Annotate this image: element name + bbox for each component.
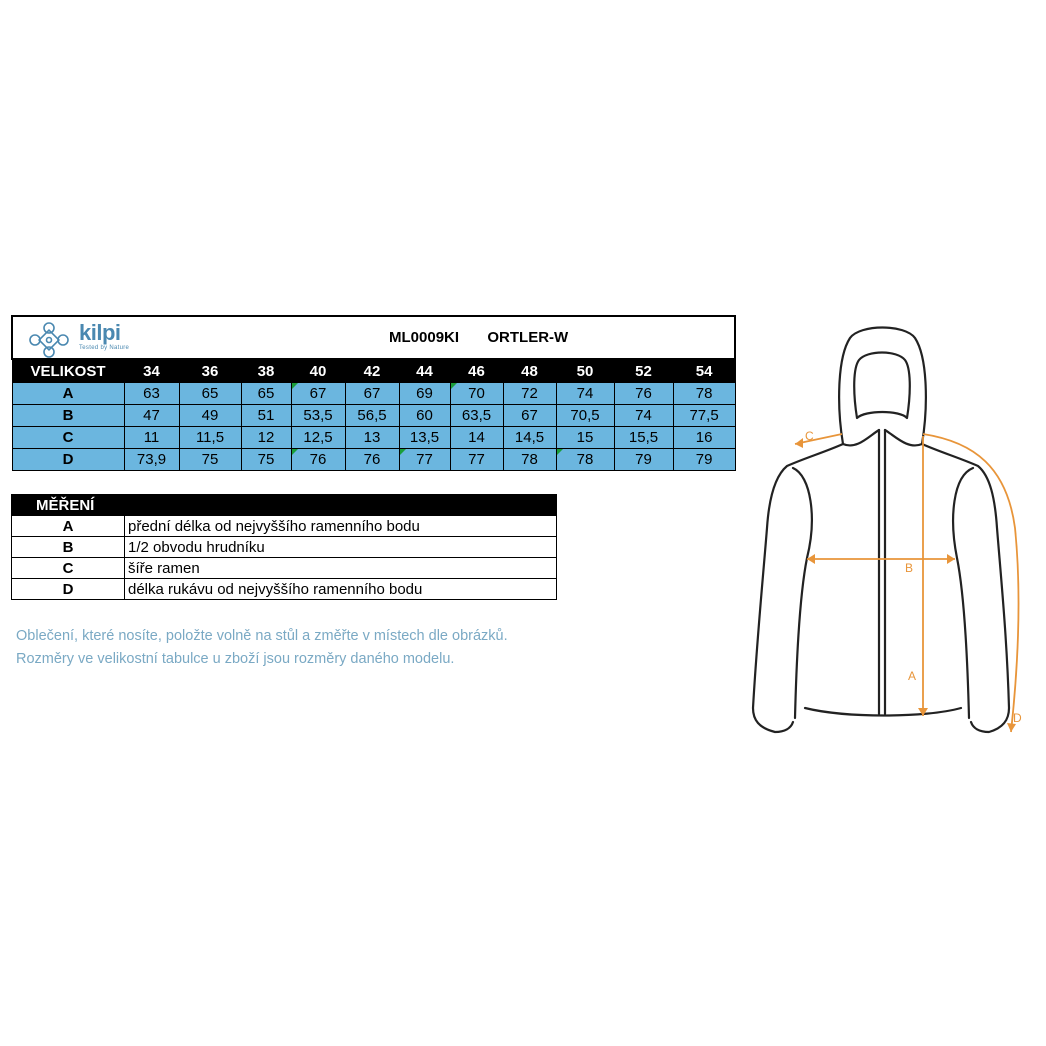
size-cell: 36 (179, 359, 241, 383)
value-cell: 75 (179, 449, 241, 471)
value-cell: 15 (556, 427, 614, 449)
table-row (12, 383, 735, 405)
table-row (12, 558, 557, 579)
value-cell: 12 (241, 427, 291, 449)
value-cell: 63 (124, 383, 179, 405)
measurement-lines (795, 434, 1018, 732)
label-b: B (905, 561, 914, 575)
brand-tagline: Tested by Nature (79, 345, 130, 351)
measurements-table (11, 494, 557, 600)
table-row (12, 537, 557, 558)
row-description: šíře ramen (125, 558, 557, 579)
size-label: VELIKOST (12, 359, 124, 383)
value-cell: 65 (241, 383, 291, 405)
brand-name: kilpi (79, 320, 121, 345)
label-d: D (1013, 711, 1022, 725)
measurement-arrows (795, 438, 1016, 732)
value-cell: 78 (556, 449, 614, 471)
size-cell: 42 (345, 359, 399, 383)
value-cell: 70,5 (556, 405, 614, 427)
measurement-labels (805, 429, 1022, 725)
value-cell: 79 (614, 449, 673, 471)
value-cell: 14 (450, 427, 503, 449)
value-cell: 69 (399, 383, 450, 405)
row-label: B (12, 537, 125, 558)
table-row (12, 516, 557, 537)
value-cell: 16 (673, 427, 735, 449)
value-cell: 60 (399, 405, 450, 427)
table-row (12, 405, 735, 427)
row-description: délka rukávu od nejvyššího ramenního bodu (125, 579, 557, 600)
value-cell: 74 (614, 405, 673, 427)
row-label: B (12, 405, 124, 427)
knot-logo-icon (27, 320, 71, 360)
size-table (11, 315, 736, 471)
measurements-header-fill (125, 495, 557, 516)
label-c: C (805, 429, 814, 443)
row-label: A (12, 516, 125, 537)
table-row (12, 427, 735, 449)
table-row (12, 579, 557, 600)
size-cell: 50 (556, 359, 614, 383)
value-cell: 78 (673, 383, 735, 405)
size-cell: 38 (241, 359, 291, 383)
value-cell: 67 (345, 383, 399, 405)
row-label: A (12, 383, 124, 405)
row-label: D (12, 579, 125, 600)
row-label: D (12, 449, 124, 471)
label-a: A (908, 669, 917, 683)
size-cell: 54 (673, 359, 735, 383)
value-cell: 47 (124, 405, 179, 427)
value-cell: 63,5 (450, 405, 503, 427)
size-cell: 44 (399, 359, 450, 383)
value-cell: 67 (503, 405, 556, 427)
model-note: Rozměry ve velikostní tabulce u zboží jsou rozměry daného modelu. (16, 651, 455, 667)
row-label: C (12, 427, 124, 449)
product-title (241, 316, 735, 359)
value-cell: 53,5 (291, 405, 345, 427)
instruction-note: Oblečení, které nosíte, položte volně na stůl a změřte v místech dle obrázků. (16, 628, 508, 644)
value-cell: 11,5 (179, 427, 241, 449)
value-cell: 13,5 (399, 427, 450, 449)
value-cell: 14,5 (503, 427, 556, 449)
size-cell: 40 (291, 359, 345, 383)
value-cell: 12,5 (291, 427, 345, 449)
value-cell: 77,5 (673, 405, 735, 427)
value-cell: 79 (673, 449, 735, 471)
value-cell: 76 (345, 449, 399, 471)
value-cell: 78 (503, 449, 556, 471)
value-cell: 77 (450, 449, 503, 471)
jacket-diagram (745, 318, 1035, 748)
value-cell: 11 (124, 427, 179, 449)
jacket-outline (753, 328, 1009, 733)
row-label: C (12, 558, 125, 579)
size-cell: 46 (450, 359, 503, 383)
value-cell: 15,5 (614, 427, 673, 449)
value-cell: 76 (614, 383, 673, 405)
measure-d-line (923, 434, 1018, 732)
value-cell: 70 (450, 383, 503, 405)
value-cell: 13 (345, 427, 399, 449)
size-cell: 48 (503, 359, 556, 383)
value-cell: 49 (179, 405, 241, 427)
measurements-header (12, 495, 557, 516)
value-cell: 56,5 (345, 405, 399, 427)
value-cell: 77 (399, 449, 450, 471)
table-header-row (12, 316, 735, 359)
value-cell: 72 (503, 383, 556, 405)
product-model: ORTLER-W (487, 329, 569, 346)
value-cell: 67 (291, 383, 345, 405)
row-description: přední délka od nejvyššího ramenního bodu (125, 516, 557, 537)
product-code: ML0009KI (389, 329, 460, 346)
table-row (12, 449, 735, 471)
size-cell: 52 (614, 359, 673, 383)
brand-logo (27, 320, 227, 360)
brand-logo-cell (12, 316, 241, 359)
value-cell: 65 (179, 383, 241, 405)
value-cell: 73,9 (124, 449, 179, 471)
value-cell: 51 (241, 405, 291, 427)
measurements-title: MĚŘENÍ (12, 495, 125, 516)
value-cell: 76 (291, 449, 345, 471)
value-cell: 74 (556, 383, 614, 405)
value-cell: 75 (241, 449, 291, 471)
size-cell: 34 (124, 359, 179, 383)
row-description: 1/2 obvodu hrudníku (125, 537, 557, 558)
sizes-row (12, 359, 735, 383)
